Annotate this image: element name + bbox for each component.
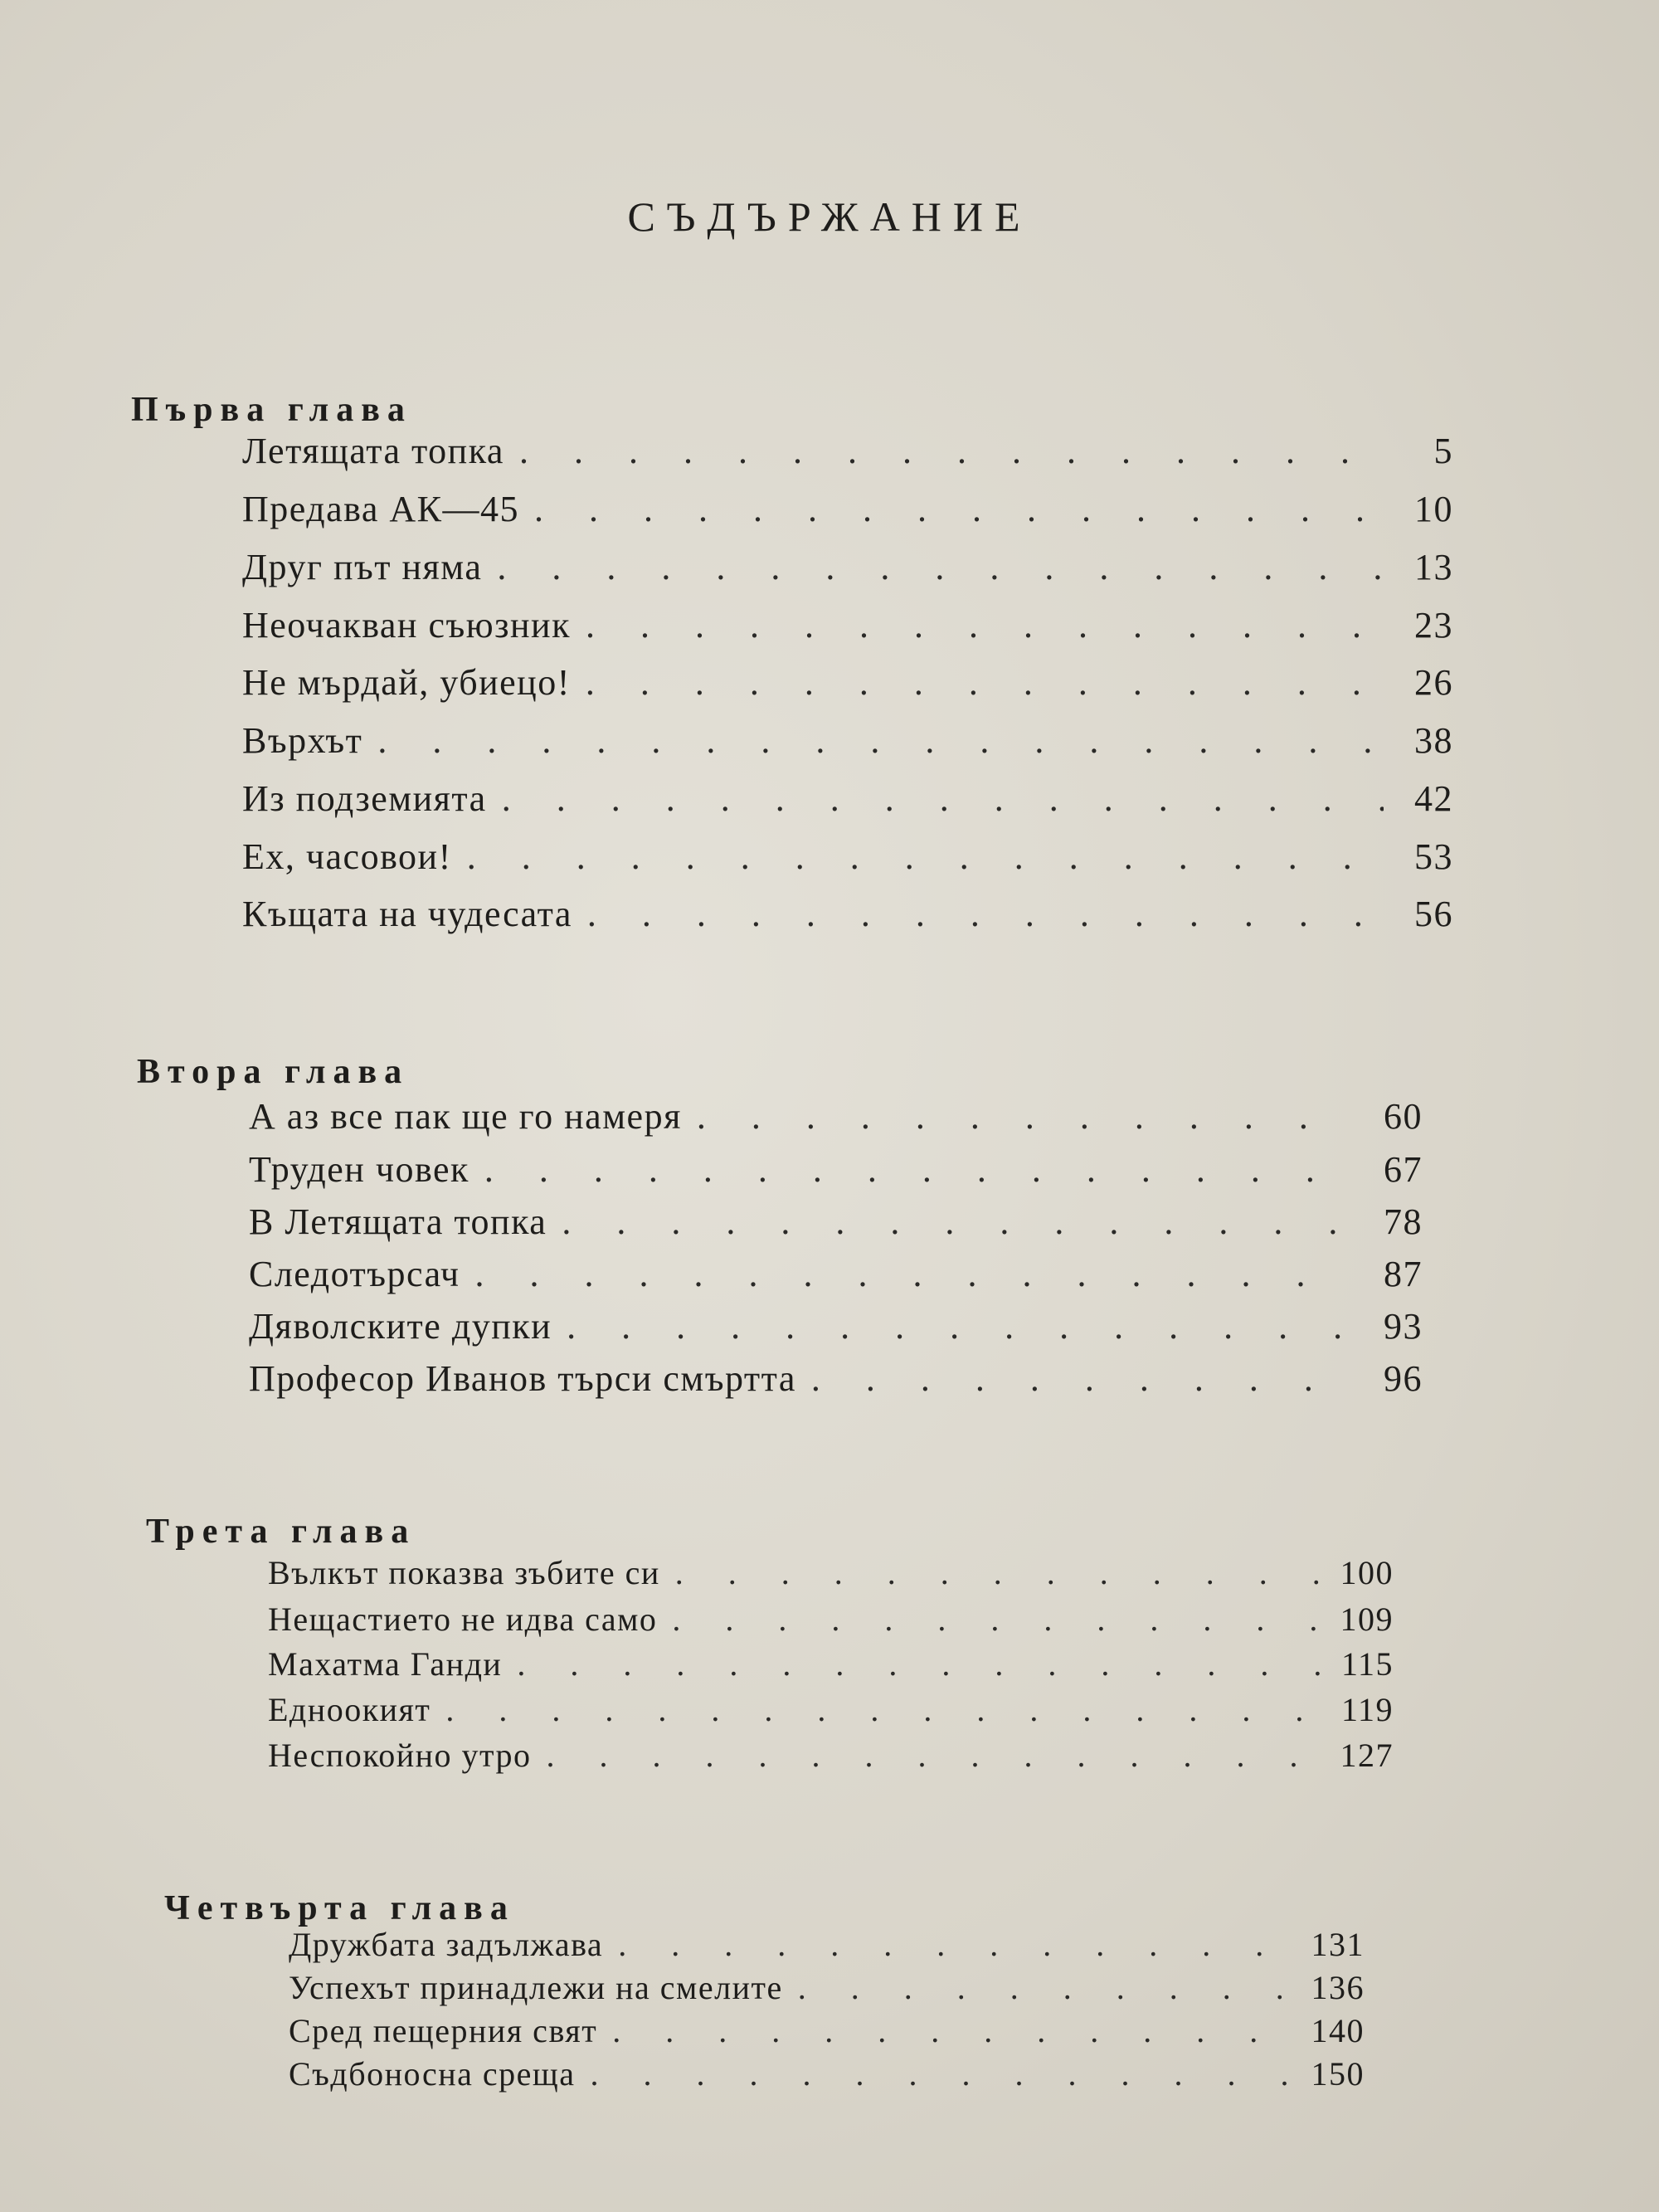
toc-entry-page: 131 (1311, 1926, 1365, 1963)
dot-leader (618, 1925, 1295, 1964)
toc-entry (242, 777, 1453, 820)
dot-leader (475, 1253, 1353, 1295)
toc-entry-title: Къщата на чудесата (242, 894, 572, 934)
dot-leader (590, 2054, 1295, 2093)
dot-leader (586, 604, 1384, 646)
dot-leader (445, 1690, 1324, 1729)
toc-entry-title: А аз все пак ще го намеря (249, 1096, 682, 1137)
dot-leader (672, 1600, 1324, 1639)
toc-entry-title: Успехът принадлежи на смелите (289, 1969, 783, 2006)
toc-entry-title: Следотърсач (249, 1254, 460, 1294)
toc-entry-title: Върхът (242, 720, 363, 761)
chapter-heading: Трета глава (146, 1513, 416, 1551)
dot-leader (587, 893, 1384, 935)
toc-entry-title: Вълкът показва зъбите си (268, 1554, 660, 1591)
toc-entry-title: Махатма Ганди (268, 1645, 503, 1683)
toc-entry (268, 1644, 1394, 1683)
toc-entry-page: 67 (1384, 1149, 1423, 1190)
toc-entry-title: Не мърдай, убиецо! (242, 662, 571, 703)
toc-entry (289, 1925, 1365, 1964)
toc-entry (242, 836, 1453, 878)
chapter-heading: Втора глава (137, 1053, 410, 1091)
toc-entry-title: Неочакван съюзник (242, 605, 571, 646)
toc-entry (289, 1968, 1365, 2007)
toc-entry-title: Сред пещерния свят (289, 2012, 598, 2049)
dot-leader (612, 2011, 1295, 2050)
toc-entry-title: Съдбоносна среща (289, 2055, 576, 2093)
toc-entry (242, 430, 1453, 472)
toc-entry-title: Предава АК—45 (242, 489, 519, 529)
dot-leader (519, 430, 1384, 472)
dot-leader (502, 777, 1384, 820)
toc-entry (242, 893, 1453, 935)
toc-entry-page: 23 (1414, 605, 1453, 646)
dot-leader (534, 488, 1384, 530)
chapter-heading: Четвърта глава (164, 1889, 515, 1927)
toc-entry-page: 5 (1433, 431, 1453, 471)
toc-entry (289, 2011, 1365, 2050)
toc-entry-page: 119 (1340, 1691, 1394, 1728)
toc-entry (249, 1095, 1423, 1138)
dot-leader (484, 1148, 1353, 1191)
toc-entry-page: 100 (1340, 1554, 1394, 1591)
toc-entry-title: Неспокойно утро (268, 1737, 532, 1774)
toc-entry-page: 53 (1414, 836, 1453, 877)
toc-entry (289, 2054, 1365, 2093)
toc-entry-page: 93 (1384, 1306, 1423, 1347)
toc-entry-title: В Летящата топка (249, 1201, 547, 1242)
dot-leader (811, 1357, 1353, 1400)
toc-entry (249, 1253, 1423, 1295)
toc-entry-page: 42 (1414, 778, 1453, 819)
toc-entry-page: 78 (1384, 1201, 1423, 1242)
toc-entry (268, 1690, 1394, 1729)
toc-entry (249, 1357, 1423, 1400)
toc-entry (249, 1148, 1423, 1191)
page-title: СЪДЪРЖАНИЕ (627, 193, 1032, 240)
dot-leader (377, 719, 1384, 762)
toc-entry-page: 96 (1384, 1358, 1423, 1399)
dot-leader (586, 661, 1384, 704)
toc-entry-page: 140 (1311, 2012, 1365, 2049)
dot-leader (567, 1305, 1353, 1347)
dot-leader (517, 1644, 1324, 1683)
toc-entry-page: 109 (1340, 1601, 1394, 1638)
dot-leader (562, 1201, 1353, 1243)
toc-entry-page: 150 (1311, 2055, 1365, 2093)
dot-leader (675, 1553, 1324, 1592)
toc-entry-title: Труден човек (249, 1149, 469, 1190)
toc-entry (249, 1305, 1423, 1347)
toc-entry-title: Ех, часовои! (242, 836, 452, 877)
toc-entry (249, 1201, 1423, 1243)
chapter-heading: Първа глава (131, 391, 412, 429)
toc-entry (242, 719, 1453, 762)
toc-entry-page: 26 (1414, 662, 1453, 703)
toc-entry-page: 87 (1384, 1254, 1423, 1294)
toc-entry-page: 60 (1384, 1096, 1423, 1137)
toc-entry-title: Професор Иванов търси смъртта (249, 1358, 796, 1399)
toc-entry-page: 13 (1414, 547, 1453, 587)
toc-entry-title: Едноокият (268, 1691, 431, 1728)
dot-leader (798, 1968, 1295, 2007)
toc-entry-page: 38 (1414, 720, 1453, 761)
toc-entry-title: Дяволските дупки (249, 1306, 552, 1347)
toc-entry (242, 546, 1453, 588)
toc-entry (242, 488, 1453, 530)
toc-entry-title: Друг път няма (242, 547, 483, 587)
dot-leader (697, 1095, 1353, 1138)
toc-entry-title: Летящата топка (242, 431, 504, 471)
dot-leader (497, 546, 1384, 588)
toc-entry (268, 1553, 1394, 1592)
toc-entry-page: 56 (1414, 894, 1453, 934)
toc-entry-page: 136 (1311, 1969, 1365, 2006)
toc-entry (268, 1600, 1394, 1639)
dot-leader (546, 1736, 1324, 1775)
dot-leader (467, 836, 1384, 878)
toc-entry-title: Нещастието не идва само (268, 1601, 658, 1638)
toc-entry (242, 661, 1453, 704)
toc-entry-page: 127 (1340, 1737, 1394, 1774)
toc-entry-title: Из подземията (242, 778, 487, 819)
toc-entry (242, 604, 1453, 646)
toc-entry-title: Дружбата задължава (289, 1926, 604, 1963)
toc-entry-page: 10 (1414, 489, 1453, 529)
toc-entry (268, 1736, 1394, 1775)
toc-entry-page: 115 (1340, 1645, 1394, 1683)
